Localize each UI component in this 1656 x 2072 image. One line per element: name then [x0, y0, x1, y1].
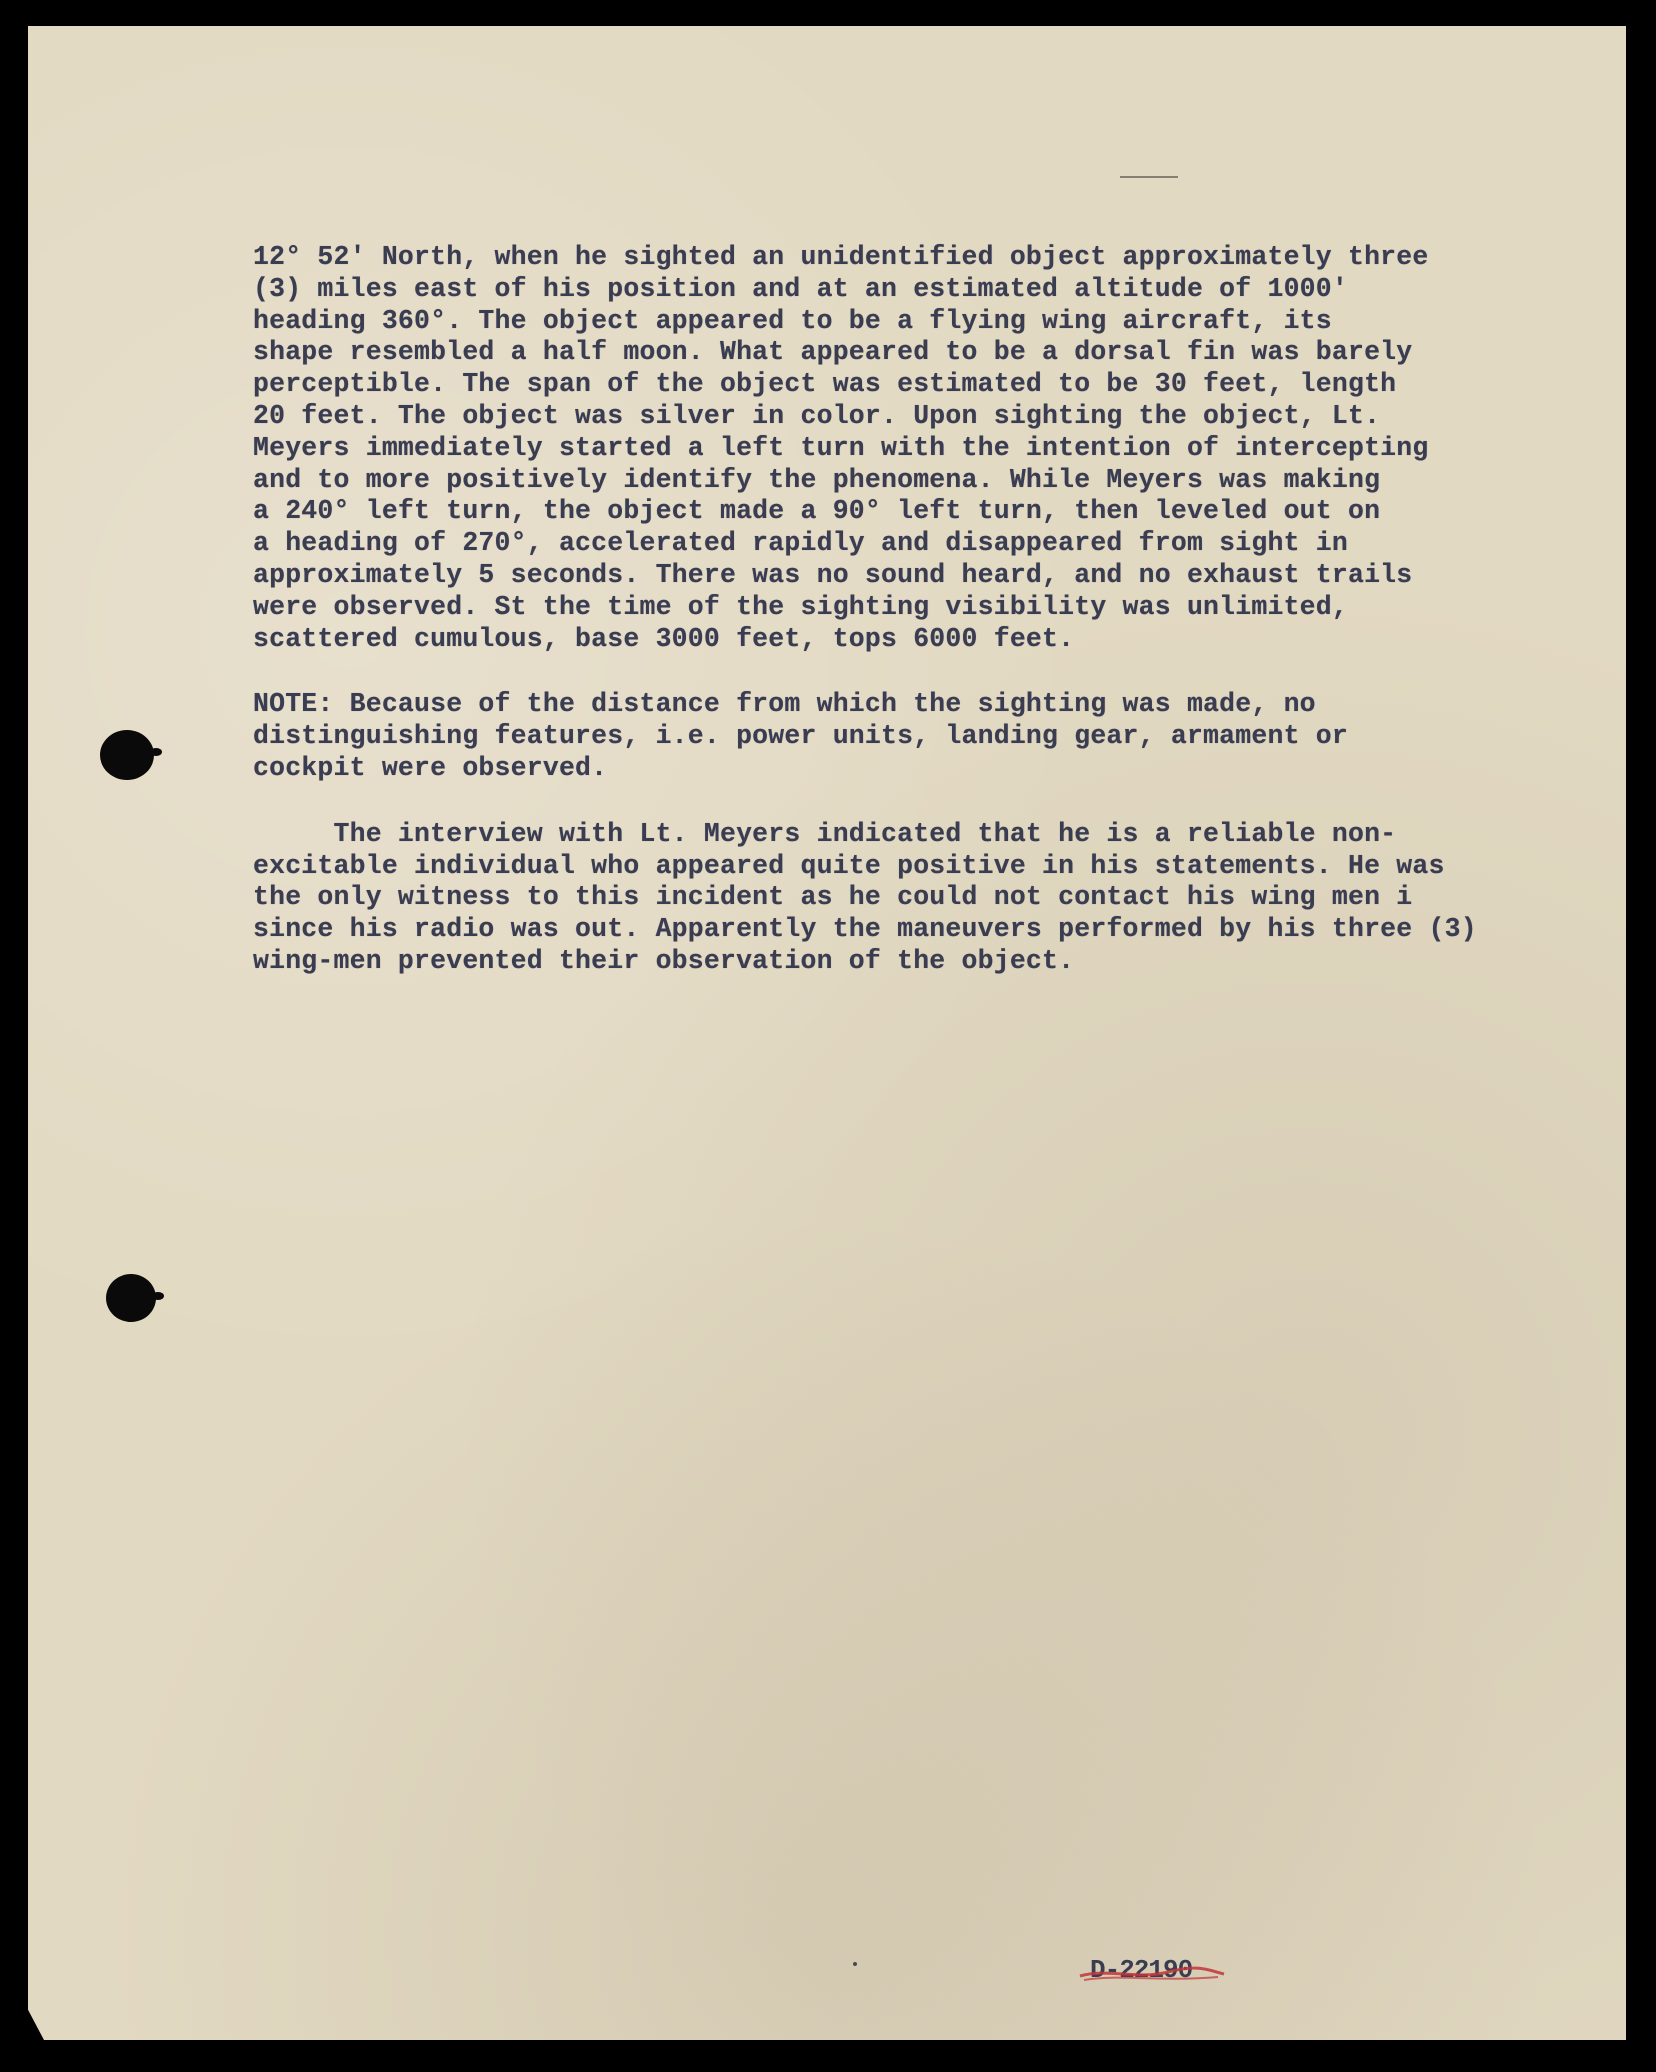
- text-line: a heading of 270°, accelerated rapidly and disappeared from sight in: [253, 528, 1348, 559]
- text-line: a 240° left turn, the object made a 90° left turn, then leveled out on: [253, 496, 1381, 527]
- punch-hole-icon: [100, 730, 154, 780]
- text-line: perceptible. The span of the object was estimated to be 30 feet, length: [253, 369, 1397, 400]
- text-line: since his radio was out. Apparently the maneuvers performed by his three (3): [253, 914, 1477, 945]
- text-line: Meyers immediately started a left turn with the intention of intercepting: [253, 432, 1429, 463]
- text-line: wing-men prevented their observation of the object.: [253, 945, 1075, 976]
- text-line: approximately 5 seconds. There was no sound heard, and no exhaust trails: [253, 559, 1413, 590]
- paragraph-sighting-description: [253, 242, 1538, 655]
- text-line: were observed. St the time of the sighting visibility was unlimited,: [253, 591, 1348, 622]
- ink-speck: [853, 1962, 857, 1966]
- document-number: D-22190: [1090, 1955, 1193, 1985]
- text-line: and to more positively identify the phenomena. While Meyers was making: [253, 464, 1381, 495]
- punch-hole-icon: [106, 1274, 156, 1322]
- text-line: The interview with Lt. Meyers indicated that he is a reliable non-: [253, 818, 1397, 849]
- paragraph-note: [253, 689, 1538, 784]
- text-line: excitable individual who appeared quite positive in his statements. He was: [253, 850, 1445, 881]
- pencil-mark: [1120, 176, 1178, 178]
- text-line: 20 feet. The object was silver in color. Upon sighting the object, Lt.: [253, 400, 1381, 431]
- typed-text-body: [253, 242, 1538, 978]
- text-line: cockpit were observed.: [253, 752, 608, 783]
- paragraph-interview: [253, 819, 1538, 978]
- text-line: heading 360°. The object appeared to be a flying wing aircraft, its: [253, 305, 1332, 336]
- text-line: 12° 52' North, when he sighted an unidentified object approximately three: [253, 242, 1429, 272]
- text-line: distinguishing features, i.e. power units, landing gear, armament or: [253, 721, 1348, 752]
- text-line: NOTE: Because of the distance from which the sighting was made, no: [253, 689, 1316, 720]
- text-line: scattered cumulous, base 3000 feet, tops 6000 feet.: [253, 623, 1075, 654]
- text-line: shape resembled a half moon. What appeared to be a dorsal fin was barely: [253, 337, 1413, 368]
- text-line: (3) miles east of his position and at an estimated altitude of 1000': [253, 273, 1348, 304]
- text-line: the only witness to this incident as he could not contact his wing men i: [253, 882, 1413, 913]
